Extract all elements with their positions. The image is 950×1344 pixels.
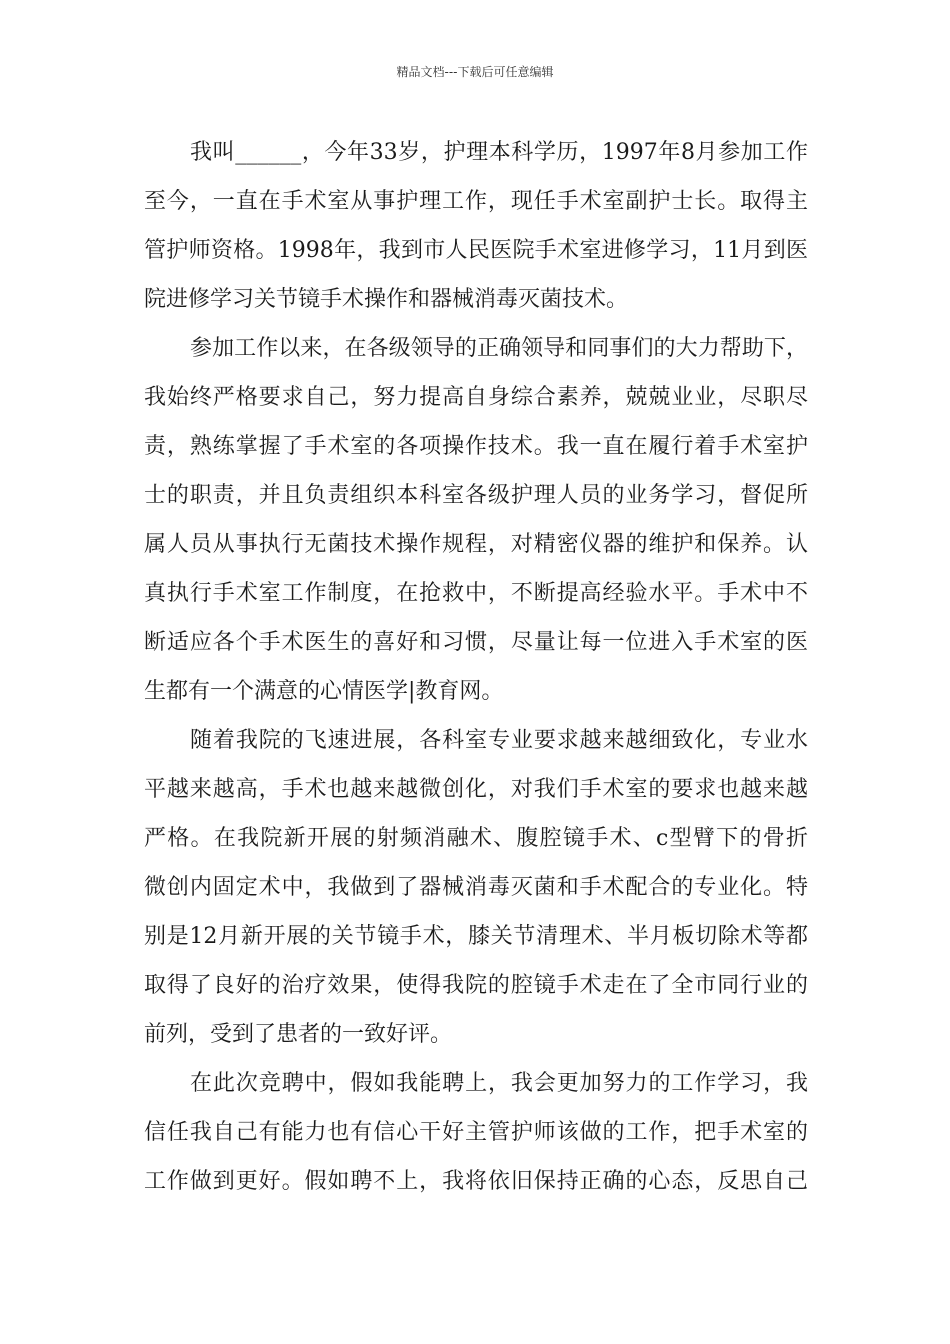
text-line: 工作做到更好。假如聘不上，我将依旧保持正确的心态，反思自己	[144, 1169, 808, 1194]
text-line: 别是12月新开展的关节镜手术，膝关节清理术、半月板切除术等都	[144, 924, 808, 949]
text-line: 平越来越高，手术也越来越微创化，对我们手术室的要求也越来越	[144, 777, 808, 802]
text-line: 真执行手术室工作制度，在抢救中，不断提高经验水平。手术中不	[144, 581, 808, 606]
text-line: 我叫______，今年33岁，护理本科学历，1997年8月参加工作	[190, 140, 808, 165]
text-line: 严格。在我院新开展的射频消融术、腹腔镜手术、c型臂下的骨折	[144, 826, 808, 851]
text-line: 属人员从事执行无菌技术操作规程，对精密仪器的维护和保养。认	[144, 532, 808, 557]
text-line: 至今，一直在手术室从事护理工作，现任手术室副护士长。取得主	[144, 189, 808, 214]
text-line: 信任我自己有能力也有信心干好主管护师该做的工作，把手术室的	[144, 1120, 808, 1145]
text-line: 生都有一个满意的心情医学|教育网。	[144, 679, 504, 704]
text-line: 院进修学习关节镜手术操作和器械消毒灭菌技术。	[144, 287, 629, 312]
text-line: 士的职责，并且负责组织本科室各级护理人员的业务学习，督促所	[144, 483, 808, 508]
paragraph-3	[144, 716, 808, 1059]
text-line: 参加工作以来，在各级领导的正确领导和同事们的大力帮助下，	[190, 336, 808, 361]
text-line: 我始终严格要求自己，努力提高自身综合素养，兢兢业业，尽职尽	[144, 385, 808, 410]
text-line: 随着我院的飞速进展，各科室专业要求越来越细致化，专业水	[190, 728, 808, 753]
text-line: 前列，受到了患者的一致好评。	[144, 1022, 453, 1047]
text-line: 断适应各个手术医生的喜好和习惯，尽量让每一位进入手术室的医	[144, 630, 808, 655]
text-line: 责，熟练掌握了手术室的各项操作技术。我一直在履行着手术室护	[144, 434, 808, 459]
paragraph-1	[144, 128, 808, 324]
text-line: 取得了良好的治疗效果，使得我院的腔镜手术走在了全市同行业的	[144, 973, 808, 998]
text-line: 微创内固定术中，我做到了器械消毒灭菌和手术配合的专业化。特	[144, 875, 808, 900]
paragraph-2	[144, 324, 808, 716]
document-body	[144, 128, 808, 1206]
page-header: 精品文档---下载后可任意编辑	[396, 65, 554, 79]
paragraph-4	[144, 1059, 808, 1206]
text-line: 在此次竞聘中，假如我能聘上，我会更加努力的工作学习，我	[190, 1071, 808, 1096]
text-line: 管护师资格。1998年，我到市人民医院手术室进修学习，11月到医	[144, 238, 808, 263]
